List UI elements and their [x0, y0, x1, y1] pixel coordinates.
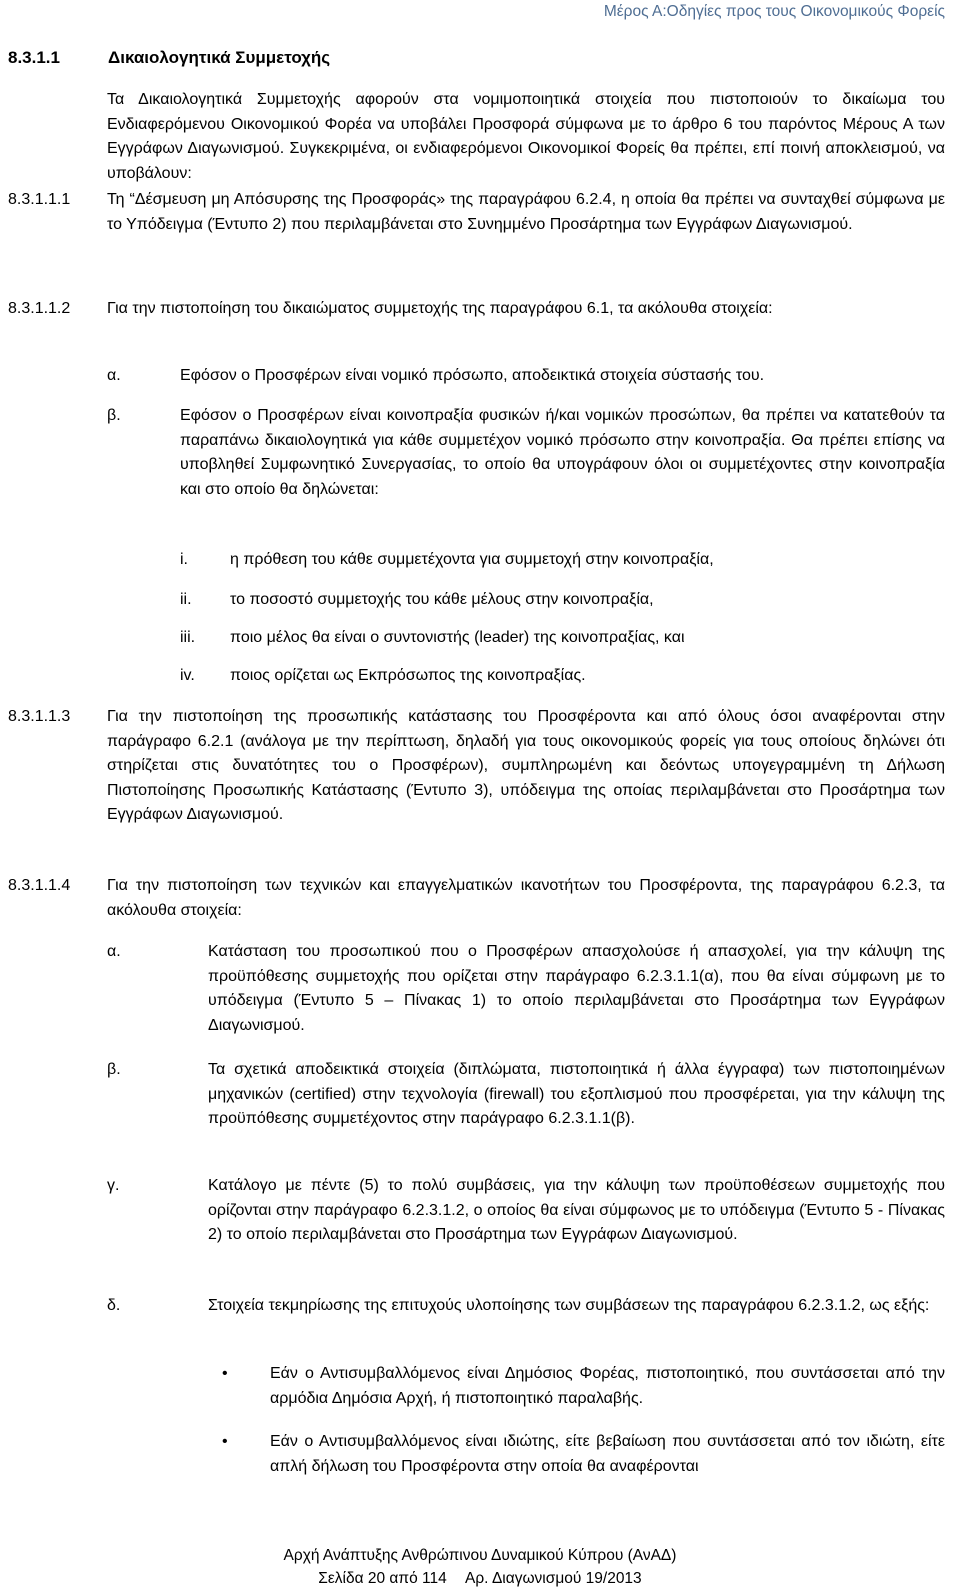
sublist-marker: iv.	[180, 667, 195, 684]
section-number: 8.3.1.1	[8, 48, 60, 67]
sublist-marker: i.	[180, 551, 188, 568]
list-marker: β.	[107, 407, 121, 424]
bullet-marker: •	[222, 1433, 228, 1450]
list-item-text: Στοιχεία τεκμηρίωσης της επιτυχούς υλοποίησης των συμβάσεων της παραγράφου 6.2.3.1.2, ως εξής:	[208, 1297, 930, 1314]
list-item-text: Εφόσον ο Προσφέρων είναι νομικό πρόσωπο, αποδεικτικά στοιχεία σύστασής του.	[180, 367, 765, 384]
list-item-text: Κατάλογο με πέντε (5) το πολύ συμβάσεις, για την κάλυψη των προϋποθέσεων συμμετοχής που ορίζονται στην παράγραφο 6.2.3.1.2, ο οποίος θα είναι σύμφωνος με το υπόδειγμα (Έντυπο 5 - Πίνακας 2) το οποίο περιλαμβάνεται στο Προσάρτημα των Εγγράφων Διαγωνισμού.	[208, 1177, 945, 1243]
footer-organization: Αρχή Ανάπτυξης Ανθρώπινου Δυναμικού Κύπρου (ΑνΑΔ)	[283, 1547, 677, 1564]
running-header: Μέρος Α:Οδηγίες προς τους Οικονομικούς Φορείς	[603, 3, 945, 20]
list-marker: β.	[107, 1061, 121, 1078]
sublist-marker: ii.	[180, 591, 192, 608]
list-item-text: Εφόσον ο Προσφέρων είναι κοινοπραξία φυσικών ή/και νομικών προσώπων, θα πρέπει να κατατεθούν τα παραπάνω δικαιολογητικά για κάθε συμμετέχον νομικό πρόσωπο στην κοινοπραξία. Θα πρέπει επίσης να υποβληθεί Συμφωνητικό Συνεργασίας, το οποίο θα υπογράφουν όλοι οι συμμετέχοντες στην κοινοπραξία και στο οποίο θα δηλώνεται:	[180, 407, 945, 498]
clause-text: Για την πιστοποίηση του δικαιώματος συμμετοχής της παραγράφου 6.1, τα ακόλουθα στοιχεία:	[107, 300, 773, 317]
clause-text: Τη “Δέσμευση μη Απόσυρσης της Προσφοράς» της παραγράφου 6.2.4, η οποία θα πρέπει να συνταχθεί σύμφωνα με το Υπόδειγμα (Έντυπο 2) που περιλαμβάνεται στο Συνημμένο Προσάρτημα των Εγγράφων Διαγωνισμού.	[107, 191, 945, 233]
clause-text: Για την πιστοποίηση της προσωπικής κατάστασης του Προσφέροντα και από όλους όσοι αναφέρονται στην παράγραφο 6.2.1 (ανάλογα με την περίπτωση, δηλαδή για τους οικονομικούς φορείς για τους οποίους δηλώνει ότι στηρίζεται στις δυνατότητες του ο Προσφέρων), συμπληρωμένη και δεόντως υπογεγραμμένη τη Δήλωση Πιστοποίησης Προσωπικής Κατάστασης (Έντυπο 3), υπόδειγμα της οποίας περιλαμβάνεται στο Προσάρτημα των Εγγράφων Διαγωνισμού.	[107, 708, 945, 823]
bullet-item-text: Εάν ο Αντισυμβαλλόμενος είναι ιδιώτης, είτε βεβαίωση που συντάσσεται από τον ιδιώτη, είτε απλή δήλωση του Προσφέροντα στην οποία θα αναφέρονται	[270, 1433, 945, 1475]
section-title: Δικαιολογητικά Συμμετοχής	[108, 48, 331, 67]
sublist-item-text: ποιο μέλος θα είναι ο συντονιστής (leader) της κοινοπραξίας, και	[230, 629, 685, 646]
sublist-item-text: το ποσοστό συμμετοχής του κάθε μέλους στην κοινοπραξία,	[230, 591, 654, 608]
list-marker: α.	[107, 367, 121, 384]
clause-number: 8.3.1.1.1	[8, 191, 71, 208]
footer-reference: Αρ. Διαγωνισμού 19/2013	[465, 1570, 642, 1587]
clause-number: 8.3.1.1.3	[8, 708, 71, 725]
list-marker: α.	[107, 943, 121, 960]
sublist-item-text: ποιος ορίζεται ως Εκπρόσωπος της κοινοπραξίας.	[230, 667, 586, 684]
clause-number: 8.3.1.1.4	[8, 877, 71, 894]
sublist-marker: iii.	[180, 629, 196, 646]
section-intro: Τα Δικαιολογητικά Συμμετοχής αφορούν στα νομιμοποιητικά στοιχεία που πιστοποιούν το δικαίωμα του Ενδιαφερόμενου Οικονομικού Φορέα να υποβάλει Προσφορά σύμφωνα με το άρθρο 6 του παρόντος Μέρους Α των Εγγράφων Διαγωνισμού. Συγκεκριμένα, οι ενδιαφερόμενοι Οικονομικοί Φορείς θα πρέπει, επί ποινή αποκλεισμού, να υποβάλουν:	[107, 91, 945, 182]
footer-page-info	[0, 1570, 960, 1588]
clause-number: 8.3.1.1.2	[8, 300, 71, 317]
list-marker: γ.	[107, 1177, 120, 1194]
footer-page-label: Σελίδα 20 από 114	[318, 1570, 447, 1587]
list-item-text: Τα σχετικά αποδεικτικά στοιχεία (διπλώματα, πιστοποιητικά ή άλλα έγγραφα) των πιστοποιημένων μηχανικών (certified) στην τεχνολογία (firewall) του εξοπλισμού που προσφέρεται, για την κάλυψη της προϋπόθεσης συμμετέχοντος στην παράγραφο 6.2.3.1.1(β).	[208, 1061, 945, 1127]
bullet-marker: •	[222, 1365, 228, 1382]
list-item-text: Κατάσταση του προσωπικού που ο Προσφέρων απασχολούσε ή απασχολεί, για την κάλυψη της προϋπόθεσης συμμετοχής που ορίζεται στην παράγραφο 6.2.3.1.1(α), που θα είναι σύμφωνη με το υπόδειγμα (Έντυπο 5 – Πίνακας 1) το οποίο περιλαμβάνεται στο Προσάρτημα των Εγγράφων Διαγωνισμού.	[208, 943, 945, 1034]
bullet-item-text: Εάν ο Αντισυμβαλλόμενος είναι Δημόσιος Φορέας, πιστοποιητικό, που συντάσσεται από την αρμόδια Δημόσια Αρχή, ή πιστοποιητικό παραλαβής.	[270, 1365, 945, 1407]
sublist-item-text: η πρόθεση του κάθε συμμετέχοντα για συμμετοχή στην κοινοπραξία,	[230, 551, 714, 568]
clause-text: Για την πιστοποίηση των τεχνικών και επαγγελματικών ικανοτήτων του Προσφέροντα, της παραγράφου 6.2.3, τα ακόλουθα στοιχεία:	[107, 877, 945, 919]
list-marker: δ.	[107, 1297, 121, 1314]
section-heading	[8, 48, 330, 68]
